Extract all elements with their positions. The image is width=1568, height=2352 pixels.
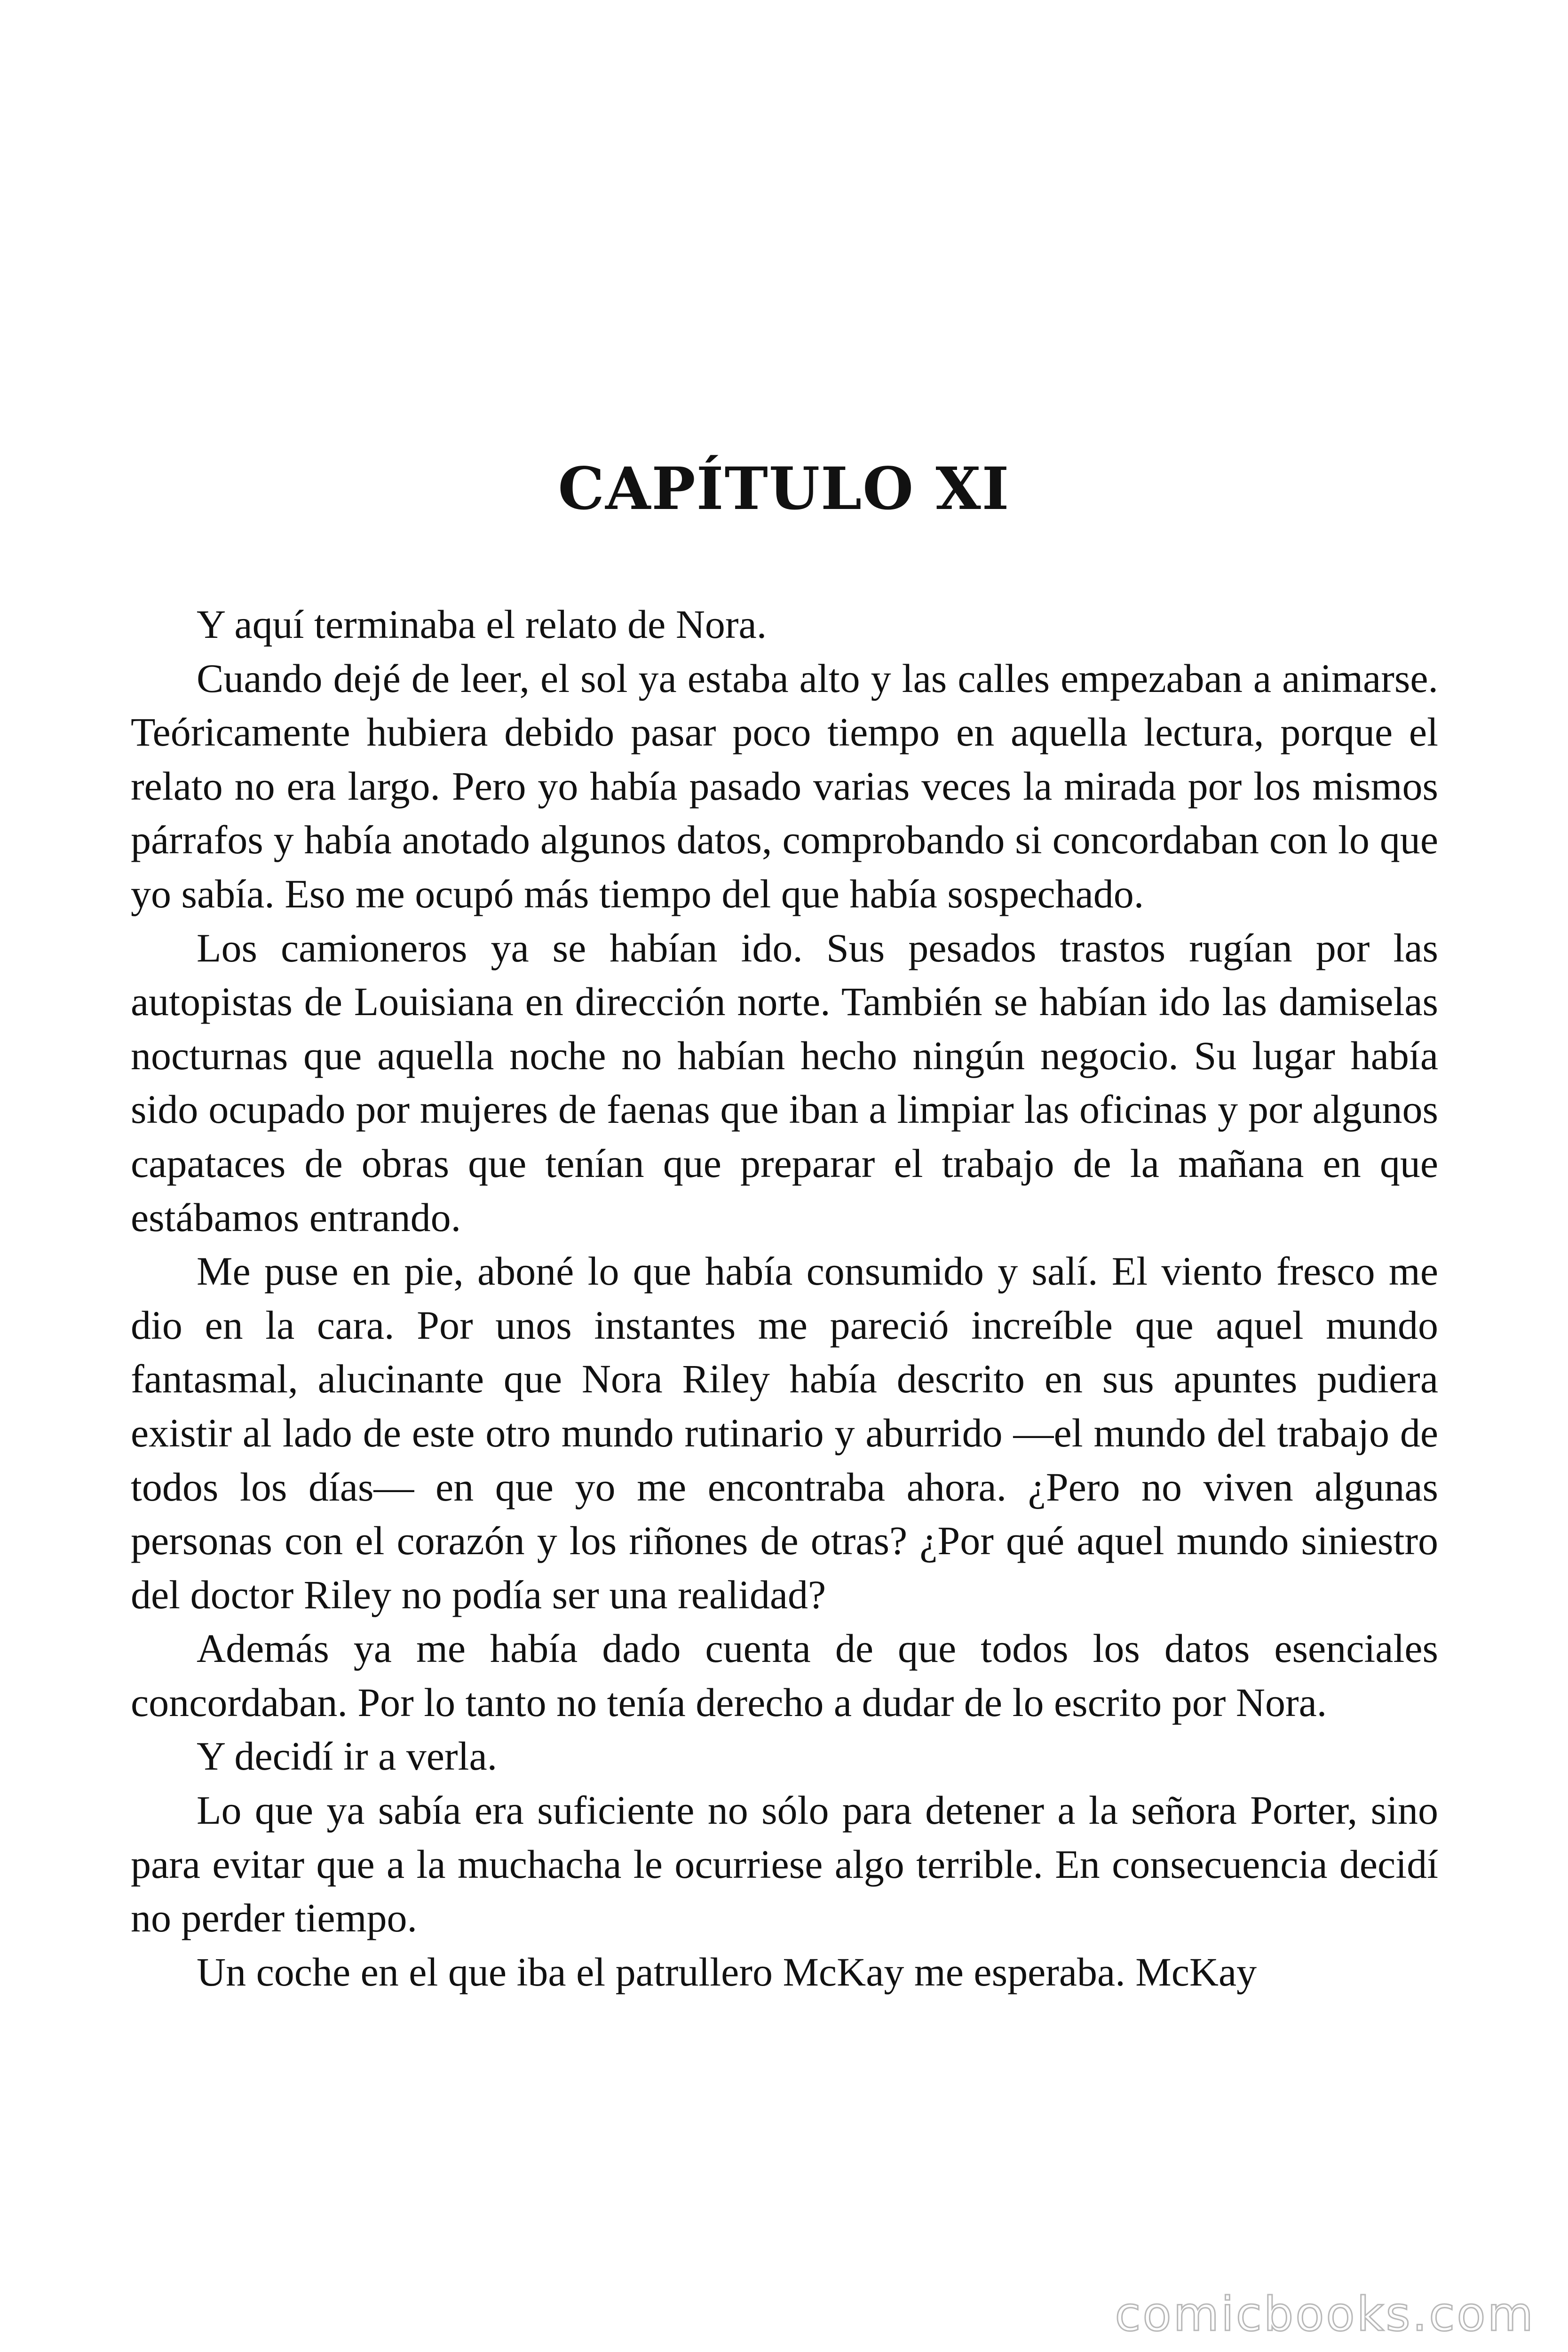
paragraph: Un coche en el que iba el patrullero McKay me esperaba. McKay [197, 1949, 1257, 1994]
paragraph: Y decidí ir a verla. [197, 1733, 498, 1779]
chapter-title: CAPÍTULO XI [558, 455, 1010, 523]
watermark: comicbooks.com [1115, 2287, 1535, 2342]
paragraph: Los camioneros ya se habían ido. Sus pesados trastos rugían por las autopistas de Louisiana en dirección norte. También se habían ido las damiselas nocturnas que aquella noche no habían hecho ningún negocio. Su lugar había sido ocupado por mujeres de faenas que iban a limpiar las oficinas y por algunos capataces de obras que tenían que preparar el trabajo de la mañana en que estábamos entrando. [131, 925, 1438, 1240]
chapter-text [131, 597, 1438, 1999]
paragraph: Cuando dejé de leer, el sol ya estaba alto y las calles empezaban a animarse. Teóricamente hubiera debido pasar poco tiempo en aquella lectura, porque el relato no era largo. Pero yo había pasado varias veces la mirada por los mismos párrafos y había anotado algunos datos, comprobando si concordaban con lo que yo sabía. Eso me ocupó más tiempo del que había sospechado. [131, 655, 1438, 916]
paragraph: Lo que ya sabía era suficiente no sólo para detener a la señora Porter, sino para evitar que a la muchacha le ocurriese algo terrible. En consecuencia decidí no perder tiempo. [131, 1788, 1438, 1941]
paragraph: Además ya me había dado cuenta de que todos los datos esenciales concordaban. Por lo tanto no tenía derecho a dudar de lo escrito por Nora. [131, 1626, 1438, 1725]
paragraph: Y aquí terminaba el relato de Nora. [197, 602, 767, 647]
paragraph: Me puse en pie, aboné lo que había consumido y salí. El viento fresco me dio en la cara. Por unos instantes me pareció increíble que aquel mundo fantasmal, alucinante que Nora Riley había descrito en sus apuntes pudiera existir al lado de este otro mundo rutinario y aburrido —el mundo del trabajo de todos los días— en que yo me encontraba ahora. ¿Pero no viven algunas personas con el corazón y los riñones de otras? ¿Por qué aquel mundo siniestro del doctor Riley no podía ser una realidad? [131, 1248, 1438, 1617]
